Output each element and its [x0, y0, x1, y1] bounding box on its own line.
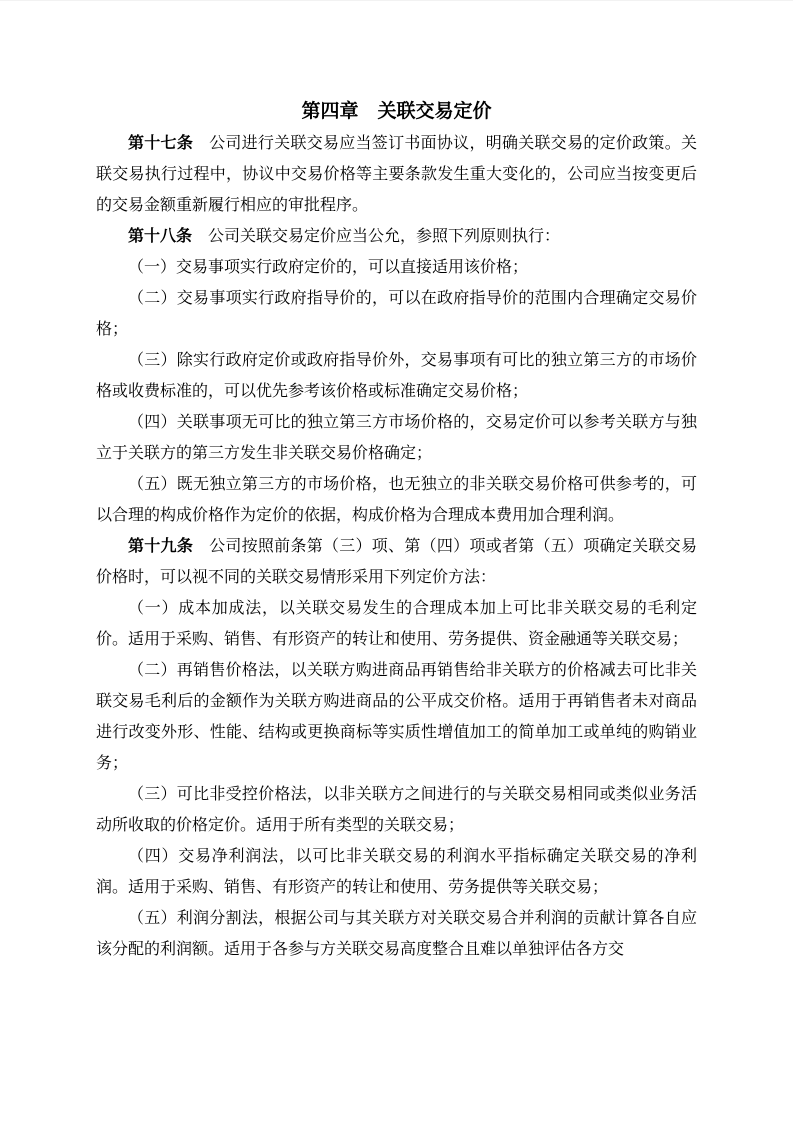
chapter-title: 第四章 关联交易定价 — [301, 100, 492, 122]
article-18-number: 第十八条 — [128, 226, 193, 245]
article-17-number: 第十七条 — [128, 133, 194, 152]
article-19-clause-1: （一）成本加成法，以关联交易发生的合理成本加上可比非关联交易的毛利定价。适用于采购、销售、有形资产的转让和使用、劳务提供、资金融通等关联交易； — [96, 598, 697, 648]
article-19-clause-2: （二）再销售价格法，以关联方购进商品再销售给非关联方的价格减去可比非关联交易毛利后的金额作为关联方购进商品的公平成交价格。适用于再销售者未对商品进行改变外形、性能、结构或更换商标等实质性增值加工的简单加工或单纯的购销业务； — [96, 660, 697, 772]
article-18-clause-5: （五）既无独立第三方的市场价格，也无独立的非关联交易价格可供参考的，可以合理的构成价格作为定价的依据，构成价格为合理成本费用加合理利润。 — [96, 474, 697, 524]
article-19-clause-3: （三）可比非受控价格法，以非关联方之间进行的与关联交易相同或类似业务活动所收取的价格定价。适用于所有类型的关联交易； — [96, 784, 697, 834]
article-19-paragraph — [96, 530, 697, 592]
article-19-clause-4: （四）交易净利润法，以可比非关联交易的利润水平指标确定关联交易的净利润。适用于采购、销售、有形资产的转让和使用、劳务提供等关联交易； — [96, 846, 697, 896]
document-page — [0, 1, 793, 1123]
article-19-number: 第十九条 — [128, 536, 194, 555]
article-18 — [96, 220, 697, 530]
article-17-paragraph — [96, 127, 697, 220]
article-18-clause-2: （二）交易事项实行政府指导价的，可以在政府指导价的范围内合理确定交易价格； — [96, 288, 697, 338]
article-18-clause-4: （四）关联事项无可比的独立第三方市场价格的，交易定价可以参考关联方与独立于关联方的第三方发生非关联交易价格确定； — [96, 412, 697, 462]
article-18-clause-3: （三）除实行政府定价或政府指导价外，交易事项有可比的独立第三方的市场价格或收费标准的，可以优先参考该价格或标准确定交易价格； — [96, 350, 697, 400]
article-17 — [96, 127, 697, 220]
article-19-body: 公司按照前条第（三）项、第（四）项或者第（五）项确定关联交易价格时，可以视不同的关联交易情形采用下列定价方法： — [96, 536, 697, 586]
article-19-clause-5: （五）利润分割法，根据公司与其关联方对关联交易合并利润的贡献计算各自应该分配的利润额。适用于各参与方关联交易高度整合且难以单独评估各方交 — [96, 908, 697, 958]
article-17-body: 公司进行关联交易应当签订书面协议，明确关联交易的定价政策。关联交易执行过程中，协议中交易价格等主要条款发生重大变化的，公司应当按变更后的交易金额重新履行相应的审批程序。 — [96, 133, 697, 214]
article-18-clause-1: （一）交易事项实行政府定价的，可以直接适用该价格； — [128, 257, 529, 276]
article-19 — [96, 530, 697, 964]
article-18-paragraph — [96, 220, 697, 251]
article-18-body: 公司关联交易定价应当公允，参照下列原则执行： — [208, 226, 561, 245]
